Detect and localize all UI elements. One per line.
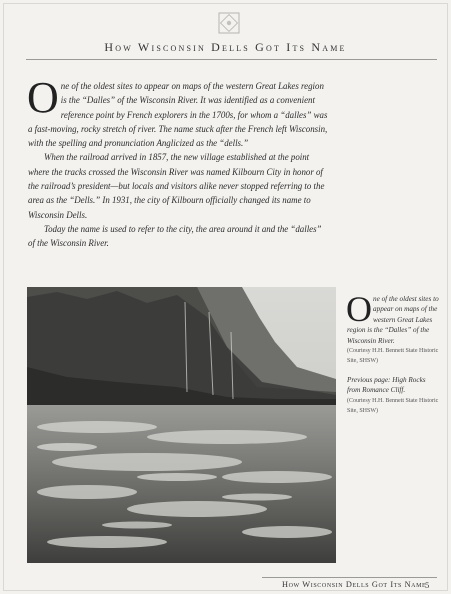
paragraph-3: Today the name is used to refer to the city, the area around it and the “dalles” of the Wisconsin River. <box>28 223 322 249</box>
footer-title: How Wisconsin Dells Got Its Name <box>282 580 427 589</box>
paragraph-1 <box>27 73 328 150</box>
ornament-icon <box>218 12 240 34</box>
drop-cap: O <box>27 73 59 122</box>
caption-credit-2: (Courtesy H.H. Bennett State Historic Site, SHSW) <box>347 397 439 415</box>
caption-credit-1: (Courtesy H.H. Bennett State Historic Site, SHSW) <box>347 348 439 365</box>
page-number: 5 <box>425 580 430 590</box>
paragraph-2: When the railroad arrived in 1857, the new village established at the point where the tracks crossed the Wisconsin River was named Kilbourn City in honor of the railroad’s president—but locals and visitors alike never stopped referring to the area as the “Dells.” In 1931, the city of Kilbourn officially changed its name to Wisconsin Dells. <box>28 152 325 220</box>
photo-caption <box>346 289 439 416</box>
paragraph-1-text: ne of the oldest sites to appear on maps of the western Great Lakes region is the “Dalles” of the Wisconsin River. It was identified as a convenient reference point by French explorers in the 1700s, for whom a “dalles” was a fast-moving, rocky stretch of river. The name stuck after the French left Wisconsin, with the spelling and pronunciation Anglicized as the “dells.” <box>28 81 328 149</box>
article-body <box>27 73 328 251</box>
caption-text-2: Previous page: High Rocks from Romance Cliff. <box>347 375 426 395</box>
caption-block-1 <box>346 289 439 367</box>
header-rule <box>26 59 437 60</box>
header-title: How Wisconsin Dells Got Its Name <box>104 40 347 54</box>
caption-drop-cap: O <box>346 289 372 329</box>
river-photo <box>27 287 336 563</box>
footer-rule <box>262 577 437 578</box>
caption-text-1: ne of the oldest sites to appear on maps of the western Great Lakes region is the “Dalles” of the Wisconsin River. <box>347 295 439 345</box>
caption-block-2 <box>347 375 439 417</box>
